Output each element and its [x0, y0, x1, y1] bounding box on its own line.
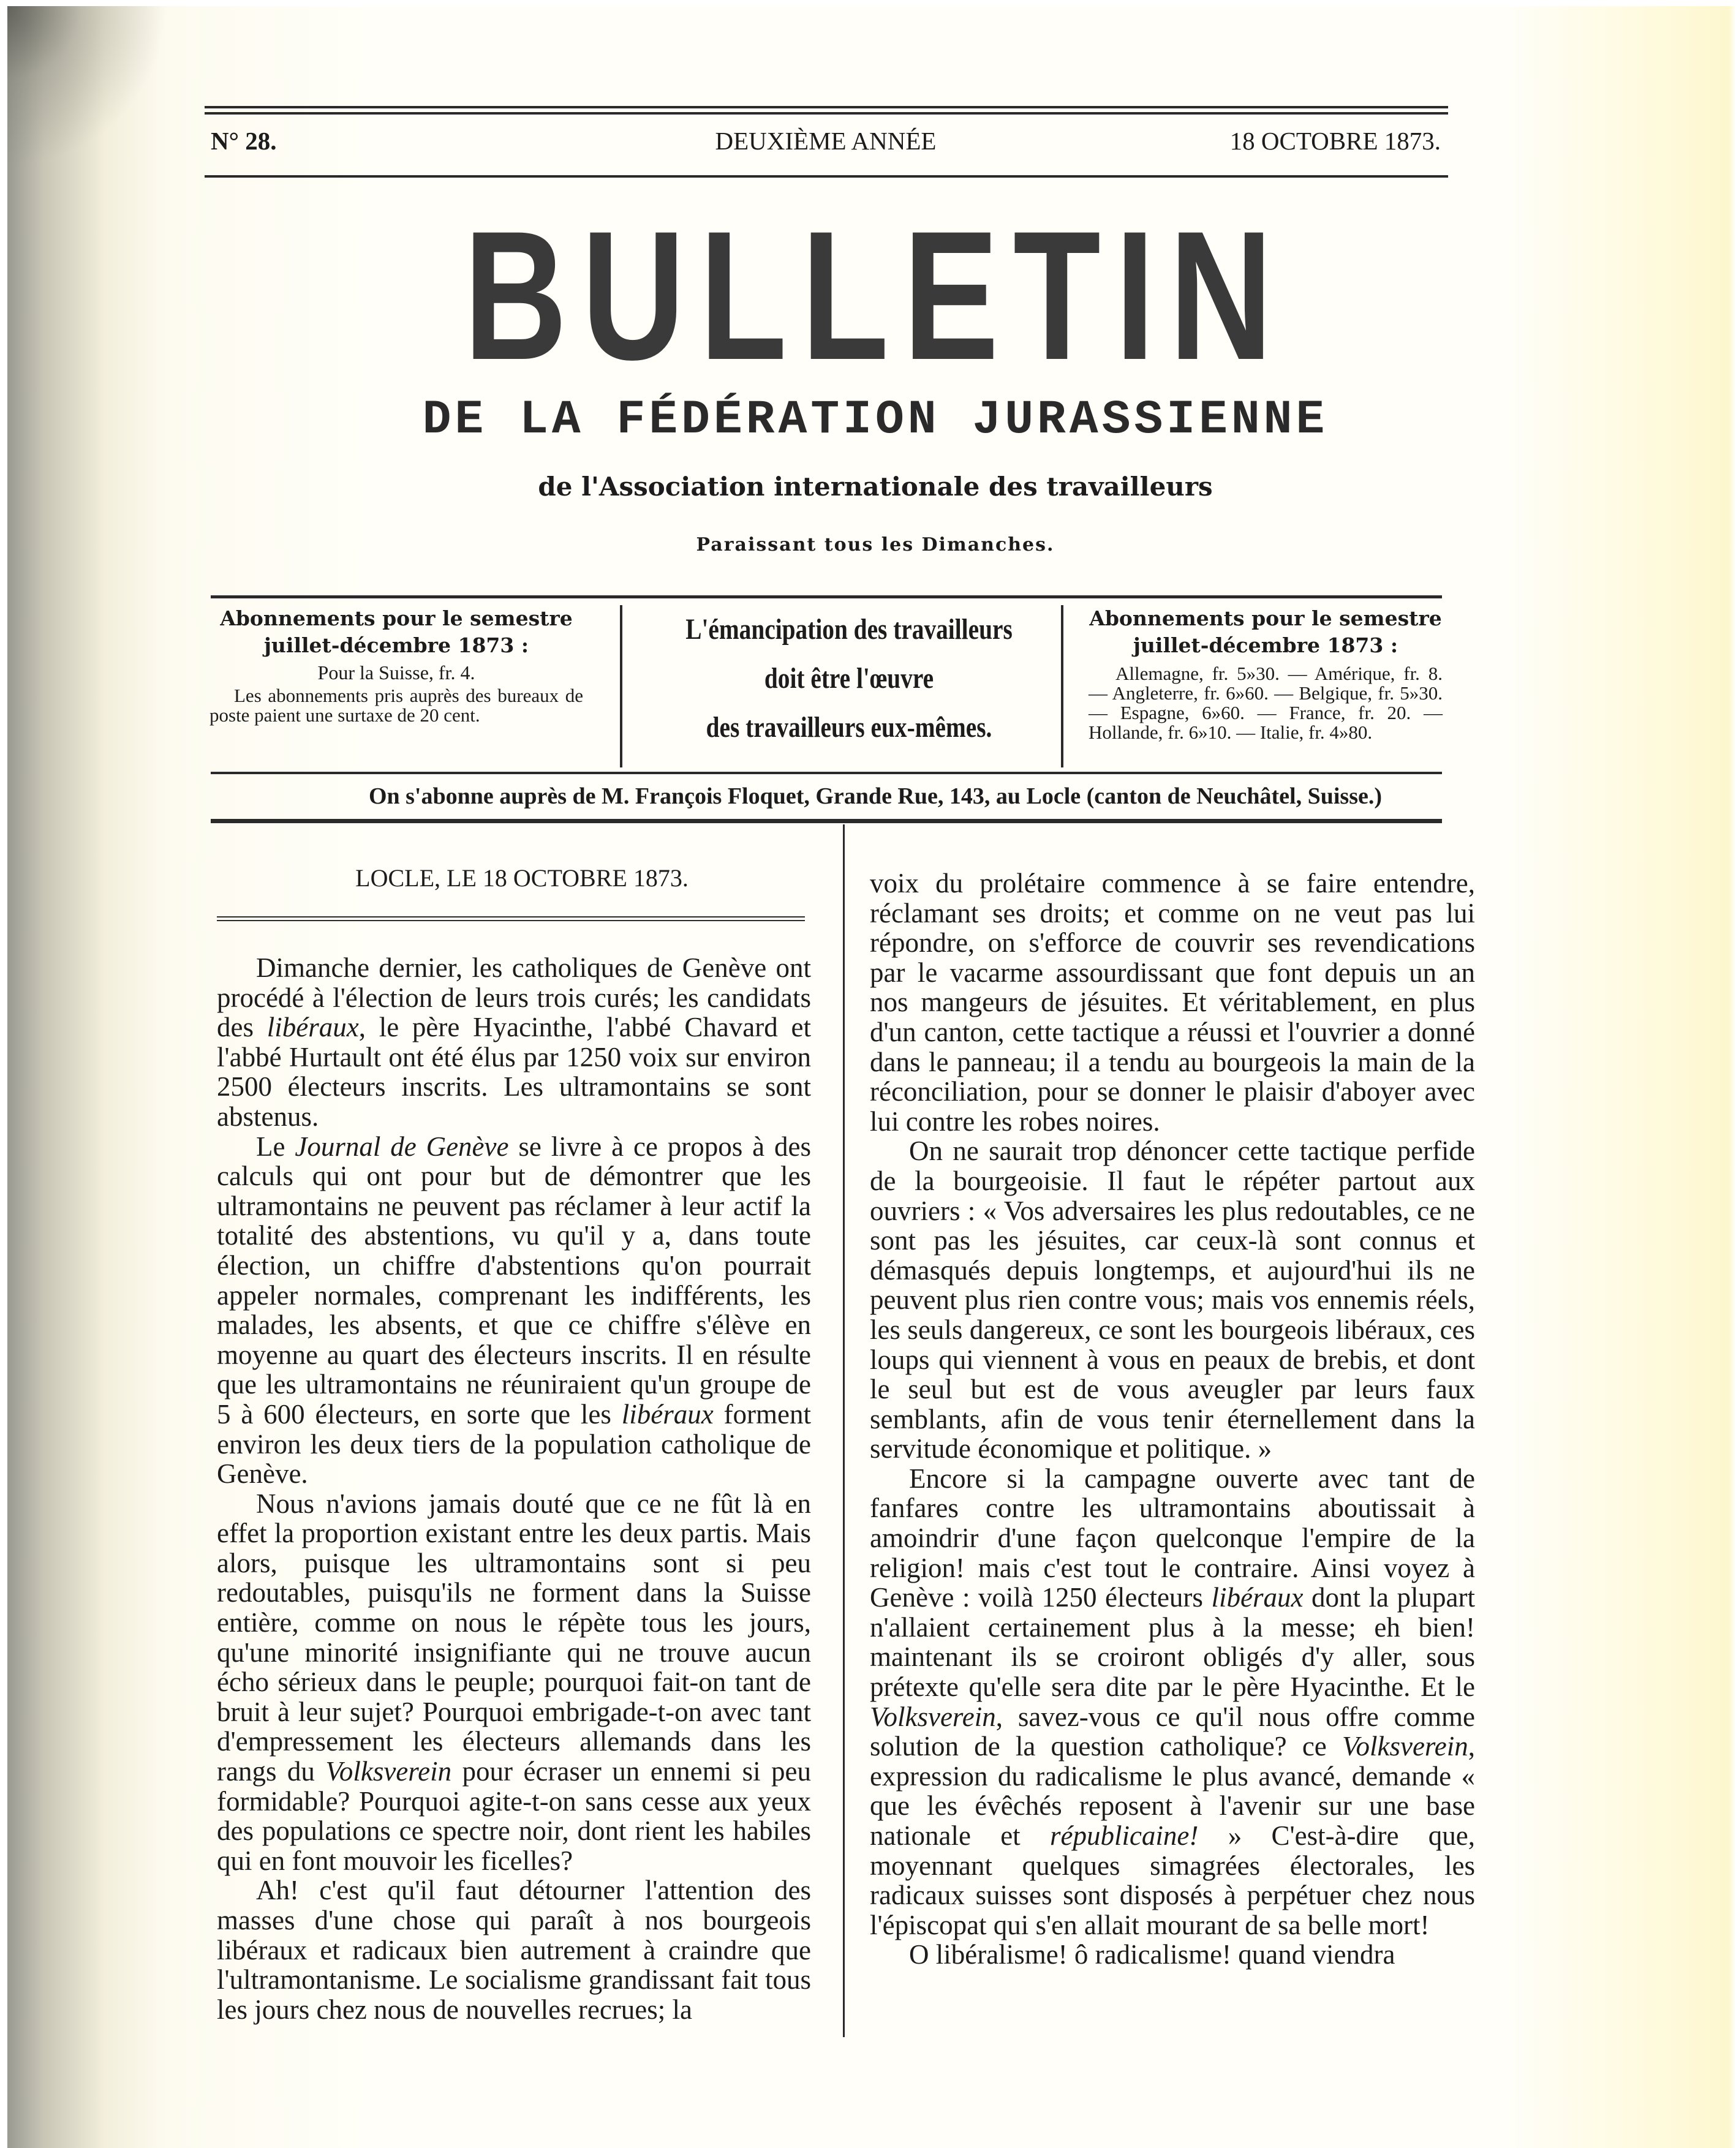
dateline-rule — [217, 916, 805, 918]
column-divider — [843, 824, 845, 2037]
masthead-rule — [205, 175, 1448, 178]
top-double-rule — [205, 106, 1448, 108]
paragraph-text: » C'est-à-dire que, moyennant quelques simagrées électorales, les radicaux suisses sont disposés à perpétuer chez nous l'épiscopat qui s'en allait mourant de sa belle mort! — [870, 1820, 1475, 1940]
paragraph-text: O libéralisme! ô radicalisme! quand viendra — [909, 1939, 1395, 1970]
article-paragraph — [217, 1489, 811, 1876]
subscription-period: juillet-décembre 1873 : — [263, 633, 529, 657]
motto — [669, 605, 1028, 752]
masthead-info-row — [211, 126, 1441, 163]
subscription-price-switzerland: Pour la Suisse, fr. 4. — [317, 661, 475, 684]
paragraph-text: , savez-vous ce qu'il nous offre comme solution de la question catholique? ce — [870, 1701, 1475, 1762]
paragraph-text: forment environ les deux tiers de la population catholique de Genève. — [217, 1398, 811, 1490]
issue-number: N° 28. — [211, 127, 277, 155]
info-box-bottom-rule — [211, 772, 1442, 774]
top-double-rule — [205, 112, 1448, 115]
emphasized-term: libéraux — [1211, 1582, 1304, 1613]
paragraph-text: Nous n'avions jamais douté que ce ne fût là en effet la proportion existant entre les deux partis. Mais alors, puisque les ultramontains sont si peu redoutables, puisqu'ils ne forment dans la Suisse entière, comme on nous le répète tous les jours, qu'une minorité insignifiante qui ne trouve aucun écho sérieux dans le peuple; pourquoi fait-on tant de bruit à leur sujet? Pourquoi embrigade-t-on avec tant d'empressement les électeurs allemands dans les rangs du — [217, 1488, 811, 1787]
article-paragraph — [217, 1875, 811, 2024]
paragraph-text: Dimanche dernier, les catholiques de Genève ont procédé à l'élection de leurs trois curés; les candidats des — [217, 952, 811, 1043]
emphasized-term: Volksverein — [1342, 1731, 1468, 1762]
emphasized-term: républicaine! — [1049, 1820, 1199, 1851]
foreign-prices: Allemagne, fr. 5»30. — Amérique, fr. 8. — Angleterre, fr. 6»60. — Belgique, fr. 5»30. — Espagne, 6»60. — France, fr. 20. — Hollande, fr. 6»10. — Italie, fr. 4»80. — [1089, 663, 1443, 743]
newspaper-page — [7, 6, 1736, 2148]
volume-year: DEUXIÈME ANNÉE — [715, 127, 937, 155]
postal-surcharge-note: Les abonnements pris auprès des bureaux de poste paient une surtaxe de 20 cent. — [209, 685, 583, 726]
paragraph-text: se livre à ce propos à des calculs qui ont pour but de démontrer que les ultramontains ne peuvent pas réclamer à leur actif la totalité des abstentions, vu qu'il y a, dans toute élection, un chiffre d'abstentions qu'on pourrait appeler normales, comprenant les indifférents, les malades, les absents, et que ce chiffre s'élève en moyenne au quart des électeurs inscrits. Il en résulte que les ultramontains ne réuniraient qu'un groupe de 5 à 600 électeurs, en sorte que les — [217, 1131, 811, 1430]
emphasized-term: Volksverein — [325, 1756, 452, 1787]
paragraph-text: On ne saurait trop dénoncer cette tactique perfide de la bourgeoisie. Il faut le répéter partout aux ouvriers : « Vos adversaires les plus redoutables, ce ne sont pas les jésuites, car ceux-là sont connus et démasqués depuis longtemps, et aujourd'hui ils ne peuvent plus rien contre vous; mais vos ennemis réels, les seuls dangereux, ce sont les bourgeois libéraux, ces loups qui viennent à vous en peaux de brebis, et dont le seul but est de vous aveugler par leurs faux semblants, afin de vous tenir éternellement dans la servitude économique et politique. » — [870, 1136, 1475, 1464]
article-paragraph — [870, 1940, 1475, 1970]
subscription-period: juillet-décembre 1873 : — [1133, 633, 1398, 657]
emphasized-term: Volksverein — [870, 1701, 996, 1732]
association-line: de l'Association internationale des travailleurs — [538, 472, 1213, 502]
article-column-left — [217, 953, 811, 2024]
article-paragraph — [870, 1136, 1475, 1464]
subscription-heading: Abonnements pour le semestre — [1089, 606, 1442, 630]
motto-line: des travailleurs eux-mêmes. — [706, 711, 992, 744]
article-dateline: LOCLE, LE 18 OCTOBRE 1873. — [355, 864, 689, 892]
emphasized-term: Journal de Genève — [295, 1131, 509, 1162]
article-column-right — [870, 869, 1475, 1970]
motto-line: doit être l'œuvre — [764, 662, 934, 695]
article-paragraph — [870, 869, 1475, 1136]
paragraph-text: , expression du radicalisme le plus avancé, demande « que les évêchés reposent à l'avenir sur une base nationale et — [870, 1731, 1475, 1851]
paragraph-text: voix du prolétaire commence à se faire entendre, réclamant ses droits; et comme on ne veut pas lui répondre, on s'efforce de couvrir ses revendications par le vacarme assourdissant que font depuis un an nos mangeurs de jésuites. Et véritablement, en plus d'un canton, cette tactique a réussi et l'ouvrier a donné dans le panneau; il a tendu au bourgeois la main de la réconciliation, pour se donner le plaisir d'aboyer avec lui contre les robes noires. — [870, 868, 1475, 1137]
subscription-box-switzerland — [209, 605, 583, 725]
header-bottom-rule — [211, 819, 1442, 823]
paragraph-text: Le — [256, 1131, 295, 1162]
dateline-rule — [217, 920, 805, 921]
paragraph-text: pour écraser un ennemi si peu formidable? Pourquoi agite-t-on sans cesse aux yeux des populations ce spectre noir, dont rient les habiles qui en font mouvoir les ficelles? — [217, 1756, 811, 1876]
paragraph-text: Encore si la campagne ouverte avec tant de fanfares contre les ultramontains aboutissait à amoindrir d'une façon quelconque l'empire de la religion! mais c'est tout le contraire. Ainsi voyez à Genève : voilà 1250 électeurs — [870, 1463, 1475, 1613]
subscription-box-foreign — [1089, 605, 1443, 742]
info-box-divider — [620, 605, 622, 767]
newspaper-title: BULLETIN — [463, 192, 1288, 398]
subscription-heading: Abonnements pour le semestre — [220, 606, 573, 630]
subscription-address: On s'abonne auprès de M. François Floquet, Grande Rue, 143, au Locle (canton de Neuchâtel, Suisse.) — [368, 783, 1383, 809]
newspaper-subtitle: DE LA FÉDÉRATION JURASSIENNE — [422, 393, 1329, 447]
article-paragraph — [217, 953, 811, 1132]
emphasized-term: libéraux — [621, 1398, 714, 1430]
paragraph-text: dont la plupart n'allaient certainement plus à la messe; eh bien! maintenant ils se croiront obligés d'y aller, sous prétexte qu'elle sera dite par le père Hyacinthe. Et le — [870, 1582, 1475, 1703]
article-paragraph — [217, 1132, 811, 1489]
publication-frequency: Paraissant tous les Dimanches. — [696, 534, 1055, 556]
paragraph-text: Ah! c'est qu'il faut détourner l'attention des masses d'une chose qui paraît à nos bourgeois libéraux et radicaux bien autrement à craindre que l'ultramontanisme. Le socialisme grandissant fait tous les jours chez nous de nouvelles recrues; la — [217, 1875, 811, 2025]
issue-date: 18 OCTOBRE 1873. — [1229, 127, 1441, 155]
info-box-top-rule — [211, 595, 1442, 598]
article-paragraph — [870, 1464, 1475, 1940]
motto-line: L'émancipation des travailleurs — [685, 613, 1013, 646]
paragraph-text: , le père Hyacinthe, l'abbé Chavard et l'abbé Hurtault ont été élus par 1250 voix sur environ 2500 électeurs inscrits. Les ultramontains se sont abstenus. — [217, 1012, 811, 1132]
info-box-divider — [1061, 605, 1063, 767]
emphasized-term: libéraux — [266, 1012, 359, 1043]
